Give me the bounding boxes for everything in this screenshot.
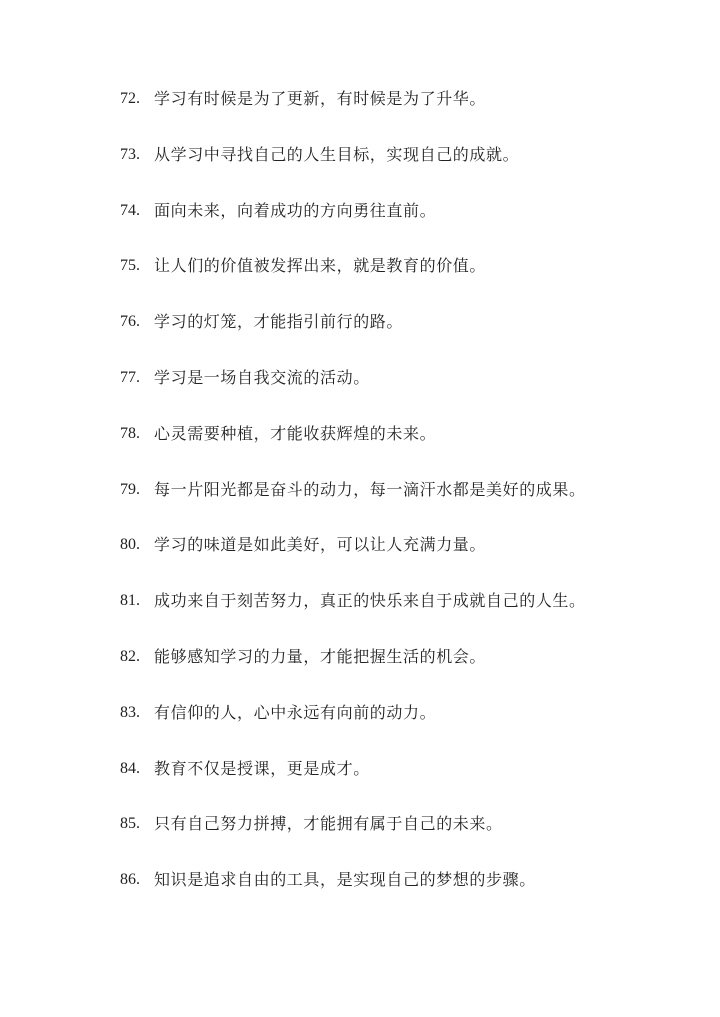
list-item (120, 813, 586, 869)
list-item (120, 255, 586, 311)
list-item (120, 534, 586, 590)
item-number: 83. (120, 703, 140, 721)
item-text: 面向未来，向着成功的方向勇往直前。 (154, 200, 437, 220)
item-number: 74. (120, 201, 140, 219)
item-number: 75. (120, 257, 140, 275)
item-text: 学习的灯笼，才能指引前行的路。 (154, 312, 404, 332)
item-text: 心灵需要种植，才能收获辉煌的未来。 (154, 423, 437, 443)
item-number: 76. (120, 313, 140, 331)
list-item (120, 423, 586, 479)
item-text: 成功来自于刻苦努力，真正的快乐来自于成就自己的人生。 (154, 591, 586, 611)
item-number: 72. (120, 90, 140, 107)
list-item (120, 367, 586, 423)
list-item (120, 646, 586, 702)
item-number: 85. (120, 815, 140, 833)
quote-list (120, 88, 586, 925)
item-number: 81. (120, 592, 140, 610)
item-number: 73. (120, 145, 140, 163)
item-number: 77. (120, 368, 140, 386)
item-number: 80. (120, 536, 140, 554)
item-text: 从学习中寻找自己的人生目标，实现自己的成就。 (154, 144, 520, 164)
list-item (120, 311, 586, 367)
item-text: 教育不仅是授课，更是成才。 (154, 758, 370, 778)
item-number: 84. (120, 759, 140, 777)
item-text: 能够感知学习的力量，才能把握生活的机会。 (154, 646, 487, 666)
item-text: 学习有时候是为了更新，有时候是为了升华。 (154, 89, 487, 108)
item-text: 只有自己努力拼搏，才能拥有属于自己的未来。 (154, 814, 503, 834)
list-item (120, 702, 586, 758)
item-number: 86. (120, 871, 140, 889)
item-text: 知识是追求自由的工具，是实现自己的梦想的步骤。 (154, 870, 536, 890)
item-text: 让人们的价值被发挥出来，就是教育的价值。 (154, 256, 487, 276)
list-item (120, 479, 586, 535)
item-text: 学习是一场自我交流的活动。 (154, 367, 370, 387)
item-number: 79. (120, 480, 140, 498)
item-text: 学习的味道是如此美好，可以让人充满力量。 (154, 535, 487, 555)
list-item (120, 144, 586, 200)
list-item (120, 200, 586, 256)
item-text: 每一片阳光都是奋斗的动力，每一滴汗水都是美好的成果。 (154, 479, 586, 499)
item-number: 78. (120, 424, 140, 442)
item-number: 82. (120, 647, 140, 665)
item-text: 有信仰的人，心中永远有向前的动力。 (154, 702, 437, 722)
list-item (120, 758, 586, 814)
list-item (120, 88, 586, 144)
list-item (120, 590, 586, 646)
list-item (120, 869, 586, 925)
